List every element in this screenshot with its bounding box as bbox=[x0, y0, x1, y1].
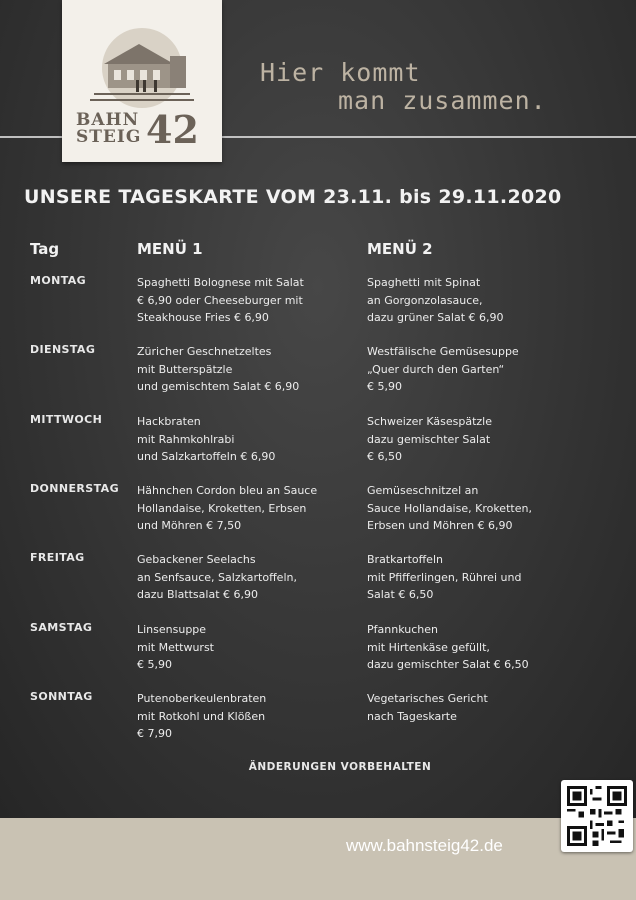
day-label: MITTWOCH bbox=[30, 413, 103, 426]
menu1-dish: Spaghetti Bolognese mit Salat € 6,90 oder Cheeseburger mit Steakhouse Fries € 6,90 bbox=[137, 276, 304, 324]
day-label: SAMSTAG bbox=[30, 621, 93, 634]
menu1-dish: Hackbraten mit Rahmkohlrabi und Salzkartoffeln € 6,90 bbox=[137, 415, 276, 463]
menu2-dish: Spaghetti mit Spinat an Gorgonzolasauce, dazu grüner Salat € 6,90 bbox=[367, 276, 504, 324]
menu2-dish: Vegetarisches Gericht nach Tageskarte bbox=[367, 692, 488, 723]
qr-code-icon bbox=[567, 786, 627, 846]
logo-number: 42 bbox=[146, 107, 199, 152]
logo-line2: STEIG bbox=[76, 127, 142, 147]
logo bbox=[62, 0, 222, 162]
menu1-dish: Linsensuppe mit Mettwurst € 5,90 bbox=[137, 623, 214, 671]
website-link[interactable]: www.bahnsteig42.de bbox=[346, 836, 503, 855]
menu1-dish: Putenoberkeulenbraten mit Rotkohl und Klößen € 7,90 bbox=[137, 692, 267, 740]
menu1-dish: Züricher Geschnetzeltes mit Butterspätzle und gemischtem Salat € 6,90 bbox=[137, 345, 300, 393]
slogan-line2: man zusammen. bbox=[338, 86, 547, 115]
slogan-line1: Hier kommt bbox=[260, 58, 421, 87]
day-label: DIENSTAG bbox=[30, 343, 96, 356]
changes-notice: ÄNDERUNGEN VORBEHALTEN bbox=[248, 761, 432, 773]
day-label: SONNTAG bbox=[30, 690, 93, 703]
day-label: MONTAG bbox=[30, 274, 87, 287]
qr-code[interactable] bbox=[561, 780, 633, 852]
day-label: DONNERSTAG bbox=[30, 482, 119, 495]
menu2-dish: Bratkartoffeln mit Pfifferlingen, Rührei und Salat € 6,50 bbox=[367, 553, 522, 601]
logo-line1: BAHN bbox=[76, 110, 140, 130]
footer-band bbox=[0, 818, 636, 900]
column-header-menu2: MENÜ 2 bbox=[367, 240, 433, 258]
menu2-dish: Schweizer Käsespätzle dazu gemischter Salat € 6,50 bbox=[367, 415, 493, 463]
column-header-day: Tag bbox=[30, 240, 60, 258]
menu1-dish: Gebackener Seelachs an Senfsauce, Salzkartoffeln, dazu Blattsalat € 6,90 bbox=[137, 553, 297, 601]
menu2-dish: Westfälische Gemüsesuppe „Quer durch den Garten“ € 5,90 bbox=[367, 345, 519, 393]
station-illustration-icon bbox=[80, 22, 204, 108]
menu2-dish: Gemüseschnitzel an Sauce Hollandaise, Kroketten, Erbsen und Möhren € 6,90 bbox=[367, 484, 532, 532]
column-header-menu1: MENÜ 1 bbox=[137, 240, 203, 258]
menu2-dish: Pfannkuchen mit Hirtenkäse gefüllt, dazu gemischter Salat € 6,50 bbox=[367, 623, 529, 671]
menu-title: UNSERE TAGESKARTE VOM 23.11. bis 29.11.2020 bbox=[24, 186, 562, 208]
day-label: FREITAG bbox=[30, 551, 85, 564]
menu1-dish: Hähnchen Cordon bleu an Sauce Hollandaise, Kroketten, Erbsen und Möhren € 7,50 bbox=[137, 484, 318, 532]
